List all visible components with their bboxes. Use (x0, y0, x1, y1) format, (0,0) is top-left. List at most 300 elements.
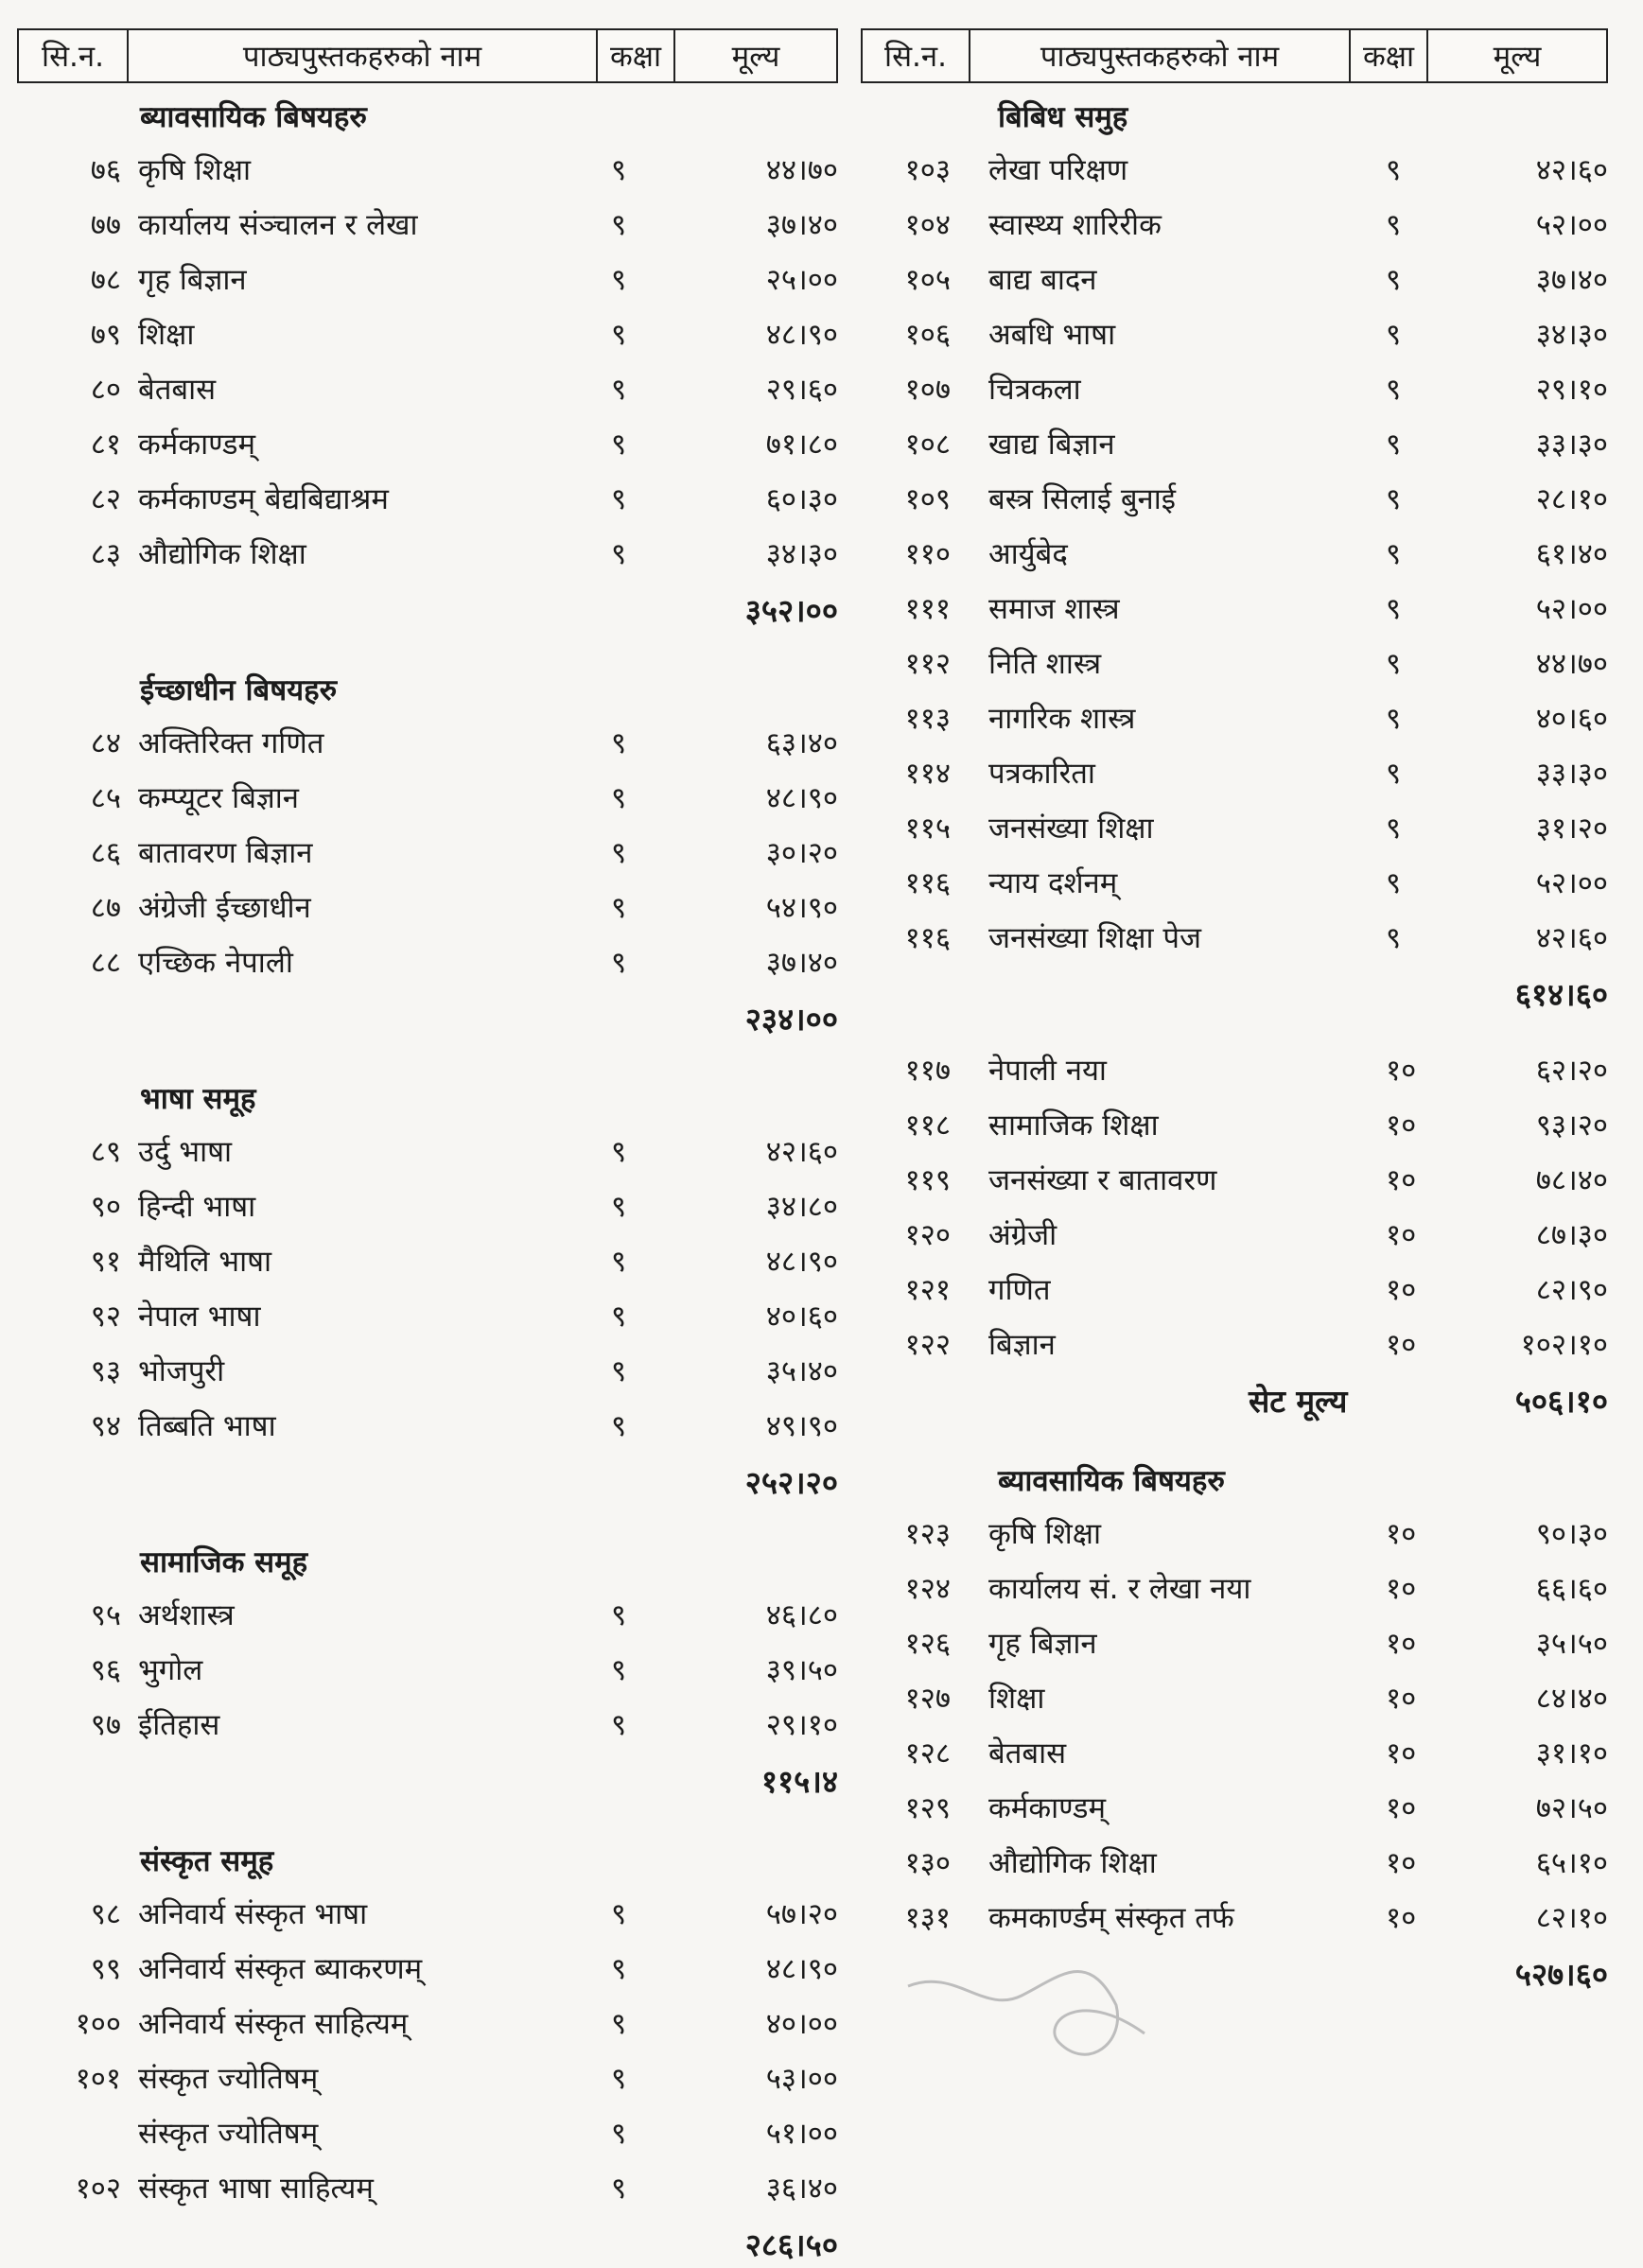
table-row (861, 1504, 1608, 1559)
class-value: ९ (611, 427, 627, 462)
price-value: ३७।४० (1535, 263, 1608, 297)
book-name: समाज शास्त्र (988, 592, 1120, 626)
class-value: १० (1386, 1328, 1417, 1362)
serial-number: ९९ (90, 1952, 121, 1986)
serial-number: ८९ (90, 1135, 121, 1169)
serial-number: ७६ (90, 153, 121, 187)
price-value: ८७।३० (1535, 1218, 1608, 1252)
book-name: कमकार्ण्डम् संस्कृत तर्फ (988, 1901, 1234, 1935)
price-value: ४०।६० (1535, 702, 1608, 736)
table-row (17, 1640, 838, 1695)
book-name: लेखा परिक्षण (988, 153, 1128, 187)
price-value: ३५।४० (765, 1354, 838, 1388)
serial-number: ९६ (90, 1653, 121, 1687)
class-value: ९ (611, 2117, 627, 2151)
serial-number: १०५ (904, 263, 951, 297)
serial-number: १२० (904, 1218, 951, 1252)
table-row (17, 305, 838, 359)
serial-number: ९८ (90, 1897, 121, 1931)
header-serial: सि.न. (863, 30, 970, 81)
serial-number: ८६ (90, 836, 121, 870)
price-value: ४८।९० (765, 1952, 838, 1986)
price-value: ५४।९० (765, 891, 838, 925)
header-book-name: पाठ्यपुस्तकहरुको नाम (970, 30, 1351, 81)
group-heading: ब्यावसायिक बिषयहरु (998, 1464, 1225, 1498)
book-name: चित्रकला (988, 373, 1081, 407)
class-value: १० (1386, 1736, 1417, 1771)
table-row (17, 1231, 838, 1286)
price-value: ३०।२० (765, 836, 838, 870)
table-row (861, 1833, 1608, 1888)
table-row (861, 1778, 1608, 1833)
serial-number: १०९ (904, 482, 951, 516)
price-value: ४८।९० (765, 318, 838, 352)
book-name: ईतिहास (138, 1708, 220, 1742)
serial-number: ९३ (90, 1354, 121, 1388)
book-name: बस्त्र सिलाई बुनाई (988, 482, 1176, 516)
serial-number: १३१ (904, 1901, 951, 1935)
serial-number: ८३ (90, 537, 121, 571)
serial-number: ११३ (904, 702, 951, 736)
price-value: ६२।२० (1535, 1054, 1608, 1088)
book-name: शिक्षा (138, 318, 195, 352)
table-row (861, 1315, 1608, 1370)
price-value: ४२।६० (765, 1135, 838, 1169)
class-value: १० (1386, 1108, 1417, 1143)
right-column (861, 28, 1608, 1998)
book-name: संस्कृत भाषा साहित्यम् (138, 2172, 374, 2206)
book-name: बिज्ञान (988, 1328, 1056, 1362)
class-value: ९ (1386, 263, 1402, 297)
serial-number: ९५ (90, 1598, 121, 1632)
class-value: ९ (611, 1708, 627, 1742)
book-name: अक्तिरिक्त गणित (138, 726, 324, 760)
class-value: ९ (611, 2007, 627, 2041)
book-name: जनसंख्या शिक्षा (988, 811, 1154, 846)
group-rows (17, 713, 838, 987)
price-value: ३७।४० (765, 946, 838, 980)
class-value: ९ (611, 318, 627, 352)
serial-number: ११७ (904, 1054, 951, 1088)
table-row (17, 1341, 838, 1396)
price-value: ३४।८० (765, 1190, 838, 1224)
serial-number: १०४ (904, 208, 951, 242)
table-row (17, 768, 838, 823)
serial-number: १२८ (904, 1736, 951, 1771)
table-row (861, 1614, 1608, 1668)
serial-number: ९१ (90, 1245, 121, 1279)
table-row (17, 1695, 838, 1750)
book-name: कृषि शिक्षा (138, 153, 251, 187)
book-name: संस्कृत ज्योतिषम् (138, 2117, 319, 2151)
book-name: एच्छिक नेपाली (138, 946, 293, 980)
class-value: ९ (611, 2172, 627, 2206)
book-name: निति शास्त्र (988, 647, 1102, 681)
set-price-label: सेट मूल्य (1249, 1383, 1348, 1420)
class-value: ९ (1386, 318, 1402, 352)
price-value: ४६।८० (765, 1598, 838, 1632)
price-value: ४८।९० (765, 1245, 838, 1279)
table-row (861, 1095, 1608, 1150)
table-row (861, 798, 1608, 853)
class-value: ९ (611, 537, 627, 571)
book-name: न्याय दर्शनम् (988, 866, 1118, 900)
price-value: ५१।०० (765, 2117, 838, 2151)
price-value: ९३।२० (1535, 1108, 1608, 1143)
group-rows (17, 1585, 838, 1750)
price-value: ६५।१० (1535, 1846, 1608, 1880)
serial-number: ११० (904, 537, 951, 571)
serial-number: ७९ (90, 318, 121, 352)
class-value: ९ (1386, 592, 1402, 626)
header-class: कक्षा (1351, 30, 1428, 81)
serial-number: ८४ (90, 726, 121, 760)
class-value: १० (1386, 1273, 1417, 1307)
group-rows (17, 1884, 838, 2213)
book-name: गणित (988, 1273, 1051, 1307)
table-row (17, 933, 838, 987)
book-name: अनिवार्य संस्कृत भाषा (138, 1897, 368, 1931)
class-value: ९ (611, 1245, 627, 1279)
price-value: ३४।३० (765, 537, 838, 571)
table-row (17, 1396, 838, 1451)
class-value: ९ (1386, 811, 1402, 846)
table-row (861, 689, 1608, 743)
set-price-total: सेट मूल्य ५०६।१० (861, 1370, 1608, 1424)
table-row (17, 823, 838, 878)
group-heading: ईच्छाधीन बिषयहरु (140, 673, 338, 707)
table-row (17, 195, 838, 250)
serial-number: ७७ (90, 208, 121, 242)
signature-mark (899, 1929, 1182, 2100)
price-value: ७१।८० (765, 427, 838, 462)
group-rows (861, 1040, 1608, 1370)
class-value: ९ (611, 482, 627, 516)
group-total: ६१४।६० (1514, 976, 1608, 1013)
class-value: ९ (611, 1300, 627, 1334)
table-row (17, 713, 838, 768)
book-name: कार्यालय संञ्चालन र लेखा (138, 208, 418, 242)
table-row (861, 305, 1608, 359)
serial-number: ८० (90, 373, 121, 407)
table-row (861, 579, 1608, 634)
class-value: ९ (611, 2062, 627, 2096)
serial-number: १२१ (904, 1273, 951, 1307)
book-name: हिन्दी भाषा (138, 1190, 256, 1224)
table-row (861, 1040, 1608, 1095)
table-row (17, 2158, 838, 2213)
price-value: २९।१० (765, 1708, 838, 1742)
table-row (861, 359, 1608, 414)
serial-number: ८७ (90, 891, 121, 925)
class-value: ९ (611, 1897, 627, 1931)
table-header (861, 28, 1608, 83)
class-value: ९ (1386, 537, 1402, 571)
price-value: १०२।१० (1520, 1328, 1608, 1362)
book-name: नेपाल भाषा (138, 1300, 261, 1334)
table-row (861, 634, 1608, 689)
class-value: १० (1386, 1846, 1417, 1880)
price-value: ३३।३० (1535, 427, 1608, 462)
serial-number: ११२ (904, 647, 951, 681)
group-total: ११५।४ (760, 1763, 838, 1800)
serial-number: ११९ (904, 1163, 951, 1197)
class-value: ९ (1386, 427, 1402, 462)
class-value: ९ (611, 836, 627, 870)
class-value: १० (1386, 1572, 1417, 1606)
price-value: ३५।५० (1535, 1627, 1608, 1661)
table-row (17, 2103, 838, 2158)
class-value: ९ (611, 208, 627, 242)
class-value: १० (1386, 1054, 1417, 1088)
serial-number: ८५ (90, 781, 121, 815)
price-value: ५२।०० (1535, 592, 1608, 626)
book-name: अनिवार्य संस्कृत ब्याकरणम् (138, 1952, 423, 1986)
serial-number: १०७ (904, 373, 951, 407)
price-value: २९।६० (765, 373, 838, 407)
price-value: ९०।३० (1535, 1517, 1608, 1551)
serial-number: १११ (904, 592, 951, 626)
table-row (17, 1122, 838, 1177)
book-name: औद्योगिक शिक्षा (988, 1846, 1157, 1880)
book-name: नेपाली नया (988, 1054, 1107, 1088)
serial-number: १०८ (904, 427, 951, 462)
group-rows (17, 140, 838, 579)
header-class: कक्षा (598, 30, 675, 81)
serial-number: ११५ (904, 811, 951, 846)
group-rows (861, 140, 1608, 963)
table-row (861, 1150, 1608, 1205)
table-row (17, 469, 838, 524)
class-value: १० (1386, 1791, 1417, 1825)
header-price: मूल्य (731, 40, 780, 74)
class-value: ९ (1386, 373, 1402, 407)
class-value: ९ (611, 153, 627, 187)
book-name: नागरिक शास्त्र (988, 702, 1136, 736)
table-row (861, 853, 1608, 908)
table-row (861, 1723, 1608, 1778)
price-value: ७२।५० (1535, 1791, 1608, 1825)
serial-number: १२४ (904, 1572, 951, 1606)
book-name: जनसंख्या शिक्षा पेज (988, 921, 1201, 955)
group-heading: भाषा समूह (140, 1082, 256, 1116)
table-row (17, 414, 838, 469)
serial-number: ८२ (90, 482, 121, 516)
price-value: ६१।४० (1535, 537, 1608, 571)
class-value: १० (1386, 1163, 1417, 1197)
class-value: ९ (611, 891, 627, 925)
book-name: बाद्य बादन (988, 263, 1097, 297)
table-row (17, 524, 838, 579)
table-row (861, 908, 1608, 963)
table-row (861, 1205, 1608, 1260)
table-row (17, 878, 838, 933)
book-name: भोजपुरी (138, 1354, 225, 1388)
price-value: ६६।६० (1535, 1572, 1608, 1606)
table-row (17, 2049, 838, 2103)
book-name: बेतबास (138, 373, 217, 407)
class-value: ९ (611, 1409, 627, 1443)
book-name: कर्मकाण्डम् (988, 1791, 1107, 1825)
price-value: ३३।३० (1535, 757, 1608, 791)
class-value: ९ (611, 373, 627, 407)
table-row (17, 1884, 838, 1939)
serial-number: ९४ (90, 1409, 121, 1443)
book-name: बातावरण बिज्ञान (138, 836, 313, 870)
class-value: ९ (611, 1354, 627, 1388)
book-name: अबधि भाषा (988, 318, 1116, 352)
price-value: ४०।०० (765, 2007, 838, 2041)
serial-number: ७८ (90, 263, 121, 297)
book-name: भुगोल (138, 1653, 203, 1687)
table-row (861, 250, 1608, 305)
price-value: ४२।६० (1535, 153, 1608, 187)
price-value: ७८।४० (1535, 1163, 1608, 1197)
price-value: ३९।५० (765, 1653, 838, 1687)
book-name: संस्कृत ज्योतिषम् (138, 2062, 319, 2096)
table-row (861, 743, 1608, 798)
header-serial: सि.न. (19, 30, 129, 81)
class-value: ९ (1386, 208, 1402, 242)
book-name: औद्योगिक शिक्षा (138, 537, 306, 571)
table-row (17, 1177, 838, 1231)
price-value: ४०।६० (765, 1300, 838, 1334)
book-name: खाद्य बिज्ञान (988, 427, 1115, 462)
serial-number: १०१ (75, 2062, 121, 2096)
class-value: ९ (611, 1653, 627, 1687)
book-name: अंग्रेजी ईच्छाधीन (138, 891, 311, 925)
table-row (17, 1286, 838, 1341)
price-value: ६३।४० (765, 726, 838, 760)
class-value: ९ (611, 1190, 627, 1224)
serial-number: १२७ (904, 1682, 951, 1716)
book-name: पत्रकारिता (988, 757, 1095, 791)
book-name: अर्थशास्त्र (138, 1598, 235, 1632)
serial-number: ९७ (90, 1708, 121, 1742)
class-value: ९ (611, 1598, 627, 1632)
class-value: ९ (1386, 702, 1402, 736)
serial-number: १३० (904, 1846, 951, 1880)
book-name: गृह बिज्ञान (988, 1627, 1097, 1661)
price-value: ४८।९० (765, 781, 838, 815)
table-row (17, 1994, 838, 2049)
serial-number: ११८ (904, 1108, 951, 1143)
serial-number: १०६ (904, 318, 951, 352)
class-value: ९ (1386, 153, 1402, 187)
price-value: ५२।०० (1535, 866, 1608, 900)
class-value: १० (1386, 1627, 1417, 1661)
group-total: ५२७।६० (1514, 1956, 1608, 1993)
price-value: ५२।०० (1535, 208, 1608, 242)
serial-number: १२६ (904, 1627, 951, 1661)
price-value: ४९।९० (765, 1409, 838, 1443)
serial-number: ११६ (904, 866, 951, 900)
group-rows (17, 1122, 838, 1451)
book-name: कार्यालय सं. र लेखा नया (988, 1572, 1251, 1606)
class-value: ९ (611, 263, 627, 297)
book-name: जनसंख्या र बातावरण (988, 1163, 1217, 1197)
table-row (861, 140, 1608, 195)
serial-number: ८१ (90, 427, 121, 462)
table-row (861, 1559, 1608, 1614)
table-row (861, 1260, 1608, 1315)
group-heading: बिबिध समुह (998, 100, 1128, 134)
price-value: ५३।०० (765, 2062, 838, 2096)
table-row (17, 1585, 838, 1640)
table-row (17, 1939, 838, 1994)
book-name: अंग्रेजी (988, 1218, 1057, 1252)
price-value: ३६।४० (765, 2172, 838, 2206)
class-value: ९ (611, 726, 627, 760)
group-total: २५२।२० (744, 1464, 838, 1501)
serial-number: १०३ (904, 153, 951, 187)
class-value: ९ (611, 946, 627, 980)
book-name: उर्दु भाषा (138, 1135, 233, 1169)
class-value: १० (1386, 1901, 1417, 1935)
class-value: १० (1386, 1517, 1417, 1551)
header-price: मूल्य (1493, 40, 1542, 74)
price-value: ८२।१० (1535, 1901, 1608, 1935)
serial-number: ११६ (904, 921, 951, 955)
serial-number: ८८ (90, 946, 121, 980)
serial-number: ११४ (904, 757, 951, 791)
book-name: तिब्बति भाषा (138, 1409, 276, 1443)
book-name: कम्प्यूटर बिज्ञान (138, 781, 299, 815)
price-value: ४२।६० (1535, 921, 1608, 955)
serial-number: ९२ (90, 1300, 121, 1334)
group-total: २३४।०० (744, 1001, 838, 1038)
table-row (861, 524, 1608, 579)
book-name: गृह बिज्ञान (138, 263, 247, 297)
price-value: ५७।२० (765, 1897, 838, 1931)
book-name: शिक्षा (988, 1682, 1045, 1716)
class-value: ९ (611, 1135, 627, 1169)
price-value: ३७।४० (765, 208, 838, 242)
serial-number: १०२ (75, 2172, 121, 2206)
header-book-name: पाठ्यपुस्तकहरुको नाम (129, 30, 598, 81)
group-total: ३५२।०० (744, 592, 838, 629)
table-row (861, 1668, 1608, 1723)
table-row (17, 250, 838, 305)
table-row (861, 469, 1608, 524)
table-row (17, 140, 838, 195)
serial-number: १०० (75, 2007, 121, 2041)
price-value: ८२।९० (1535, 1273, 1608, 1307)
class-value: ९ (1386, 866, 1402, 900)
price-value: ४४।७० (765, 153, 838, 187)
price-value: ३४।३० (1535, 318, 1608, 352)
class-value: ९ (1386, 757, 1402, 791)
price-value: ८४।४० (1535, 1682, 1608, 1716)
price-value: ३१।१० (1535, 1736, 1608, 1771)
class-value: ९ (611, 781, 627, 815)
price-value: ४४।७० (1535, 647, 1608, 681)
price-value: २५।०० (765, 263, 838, 297)
book-name: कर्मकाण्डम् (138, 427, 256, 462)
serial-number: १२३ (904, 1517, 951, 1551)
left-column (17, 28, 838, 2268)
serial-number: १२२ (904, 1328, 951, 1362)
class-value: ९ (611, 1952, 627, 1986)
class-value: १० (1386, 1682, 1417, 1716)
book-name: मैथिलि भाषा (138, 1245, 272, 1279)
price-value: २८।१० (1535, 482, 1608, 516)
group-heading: सामाजिक समूह (140, 1545, 308, 1579)
serial-number: ९० (90, 1190, 121, 1224)
class-value: ९ (1386, 921, 1402, 955)
group-rows (861, 1504, 1608, 1943)
price-value: ६०।३० (765, 482, 838, 516)
